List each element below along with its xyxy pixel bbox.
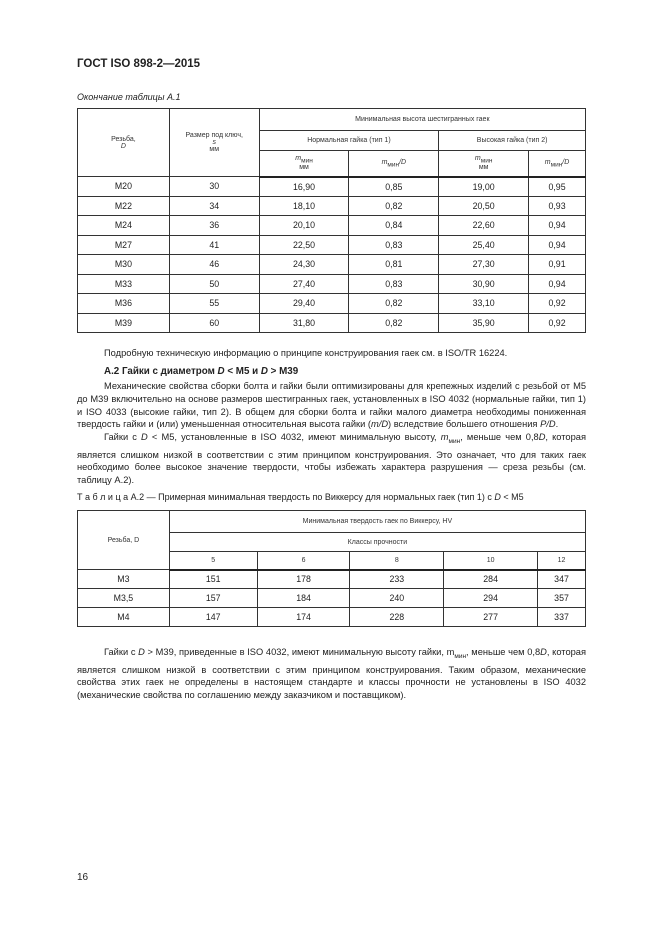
table-a1 <box>77 108 586 333</box>
table-cell: 0,83 <box>349 235 439 255</box>
table-cell: 27,30 <box>439 255 529 275</box>
table-cell: 0,91 <box>529 255 586 275</box>
table-cell: 36 <box>169 216 259 236</box>
table-cell: 20,50 <box>439 196 529 216</box>
table-row <box>78 216 586 236</box>
table-cell: 29,40 <box>259 294 349 314</box>
table-cell: 20,10 <box>259 216 349 236</box>
table-row <box>78 294 586 314</box>
table-cell: 277 <box>444 608 538 627</box>
table-cell: 0,82 <box>349 196 439 216</box>
table-cell: M4 <box>78 608 170 627</box>
table-cell: 0,93 <box>529 196 586 216</box>
ratio-header: $m_{мин}/D$ <box>529 151 586 177</box>
table-cell: 30,90 <box>439 274 529 294</box>
table-cell: M36 <box>78 294 170 314</box>
table-cell: M3,5 <box>78 589 170 608</box>
table-row <box>78 570 586 589</box>
table-cell: 0,81 <box>349 255 439 275</box>
table-cell: 0,94 <box>529 216 586 236</box>
table-cell: 184 <box>257 589 350 608</box>
paragraph-reference: Подробную техническую информацию о принципе конструирования гаек см. в ISO/TR 16224. <box>104 348 508 358</box>
col-size-header: Размер под ключ, s мм <box>169 109 259 177</box>
table-row <box>78 235 586 255</box>
table-cell: 0,84 <box>349 216 439 236</box>
table-cell: 233 <box>350 570 444 589</box>
section-heading: А.2 Гайки с диаметром D < М5 и D > М39 <box>104 366 299 377</box>
table-cell: 284 <box>444 570 538 589</box>
table-cell: M27 <box>78 235 170 255</box>
col-thread-header: Резьба, D <box>78 511 170 570</box>
table-cell: 50 <box>169 274 259 294</box>
table-cell: 0,92 <box>529 294 586 314</box>
table-cell: 151 <box>169 570 257 589</box>
table-row <box>78 313 586 333</box>
table-cell: 35,90 <box>439 313 529 333</box>
table-cell: 0,95 <box>529 177 586 197</box>
table-cell: 357 <box>538 589 586 608</box>
table-cell: M22 <box>78 196 170 216</box>
table-cell: M20 <box>78 177 170 197</box>
paragraph-small-nuts: Гайки с D < М5, установленные в ISO 4032, имеют минимальную высоту, $m_{мин}$, меньше чем 0,8D, которая является слишком низкой в соответствии с этим принципом конструирования. Это означает, что для таких гаек необходимо более высокое значение твердости, чтобы избежать характера разрушения — среза резьбы (см. таблицу А.2). <box>77 432 586 486</box>
m-min-header: $m_{мин}$ мм <box>259 151 349 177</box>
table-cell: M24 <box>78 216 170 236</box>
table-cell: 294 <box>444 589 538 608</box>
table-row <box>78 177 586 197</box>
high-nut-header: Высокая гайка (тип 2) <box>439 131 586 151</box>
table-a1-caption: Окончание таблицы А.1 <box>77 92 181 102</box>
class-header: 6 <box>257 552 350 570</box>
table-cell: 31,80 <box>259 313 349 333</box>
table-cell: 18,10 <box>259 196 349 216</box>
table-cell: 22,50 <box>259 235 349 255</box>
table-cell: 60 <box>169 313 259 333</box>
table-cell: 30 <box>169 177 259 197</box>
table-cell: 0,94 <box>529 274 586 294</box>
table-cell: 0,94 <box>529 235 586 255</box>
table-row <box>78 196 586 216</box>
table-cell: 0,92 <box>529 313 586 333</box>
table-cell: 16,90 <box>259 177 349 197</box>
m-min-header: $m_{мин}$ мм <box>439 151 529 177</box>
document-header: ГОСТ ISO 898-2—2015 <box>77 58 201 70</box>
table-a2-caption: Т а б л и ц а А.2 — Примерная минимальная твердость по Виккерсу для нормальных гаек (тип 1) с D < М5 <box>77 492 524 502</box>
table-cell: 34 <box>169 196 259 216</box>
group-header: Минимальная твердость гаек по Виккерсу, HV <box>169 511 585 533</box>
table-cell: 157 <box>169 589 257 608</box>
table-cell: 0,82 <box>349 294 439 314</box>
table-row <box>78 608 586 627</box>
table-cell: 25,40 <box>439 235 529 255</box>
table-cell: M39 <box>78 313 170 333</box>
table-cell: 337 <box>538 608 586 627</box>
table-cell: 0,85 <box>349 177 439 197</box>
group-header: Минимальная высота шестигранных гаек <box>259 109 585 131</box>
page-number: 16 <box>77 872 89 883</box>
class-header: 5 <box>169 552 257 570</box>
table-cell: 228 <box>350 608 444 627</box>
table-cell: M30 <box>78 255 170 275</box>
table-cell: 55 <box>169 294 259 314</box>
table-cell: 41 <box>169 235 259 255</box>
table-cell: 24,30 <box>259 255 349 275</box>
class-header: 10 <box>444 552 538 570</box>
table-a2 <box>77 510 586 627</box>
classes-header: Классы прочности <box>169 533 585 552</box>
table-row <box>78 274 586 294</box>
table-cell: M3 <box>78 570 170 589</box>
table-cell: 0,83 <box>349 274 439 294</box>
paragraph-mechanical: Механические свойства сборки болта и гайки были оптимизированы для крепежных изделий с резьбой от М5 до М39 включительно на основе размеров шестигранных гаек, установленных в ISO 4032 (нормальные гайки, тип 1) и ISO 4033 (высокие гайки, тип 2). В общем для сборки болта и гайки малого диаметра необходимы пониженная твердость гайки и (или) уменьшенная относительная высота гайки (m/D) вследствие большего отношения P/D. <box>77 381 586 430</box>
table-cell: 19,00 <box>439 177 529 197</box>
table-cell: 174 <box>257 608 350 627</box>
table-cell: 147 <box>169 608 257 627</box>
table-cell: 33,10 <box>439 294 529 314</box>
normal-nut-header: Нормальная гайка (тип 1) <box>259 131 439 151</box>
table-cell: 0,82 <box>349 313 439 333</box>
table-cell: 27,40 <box>259 274 349 294</box>
table-cell: 240 <box>350 589 444 608</box>
class-header: 12 <box>538 552 586 570</box>
paragraph-large-nuts: Гайки с D > М39, приведенные в ISO 4032, имеют минимальную высоту гайки, $m_{мин}$, меньше чем 0,8D, которая является слишком низкой в соответствии с этим принципом конструирования. Таким образом, механические свойства этих гаек не определены в настоящем стандарте и классы прочности не установлены в ISO 4032 (механические свойства по соглашению между заказчиком и поставщиком). <box>77 647 586 701</box>
table-cell: 46 <box>169 255 259 275</box>
table-cell: 22,60 <box>439 216 529 236</box>
table-row <box>78 255 586 275</box>
table-cell: 178 <box>257 570 350 589</box>
class-header: 8 <box>350 552 444 570</box>
table-cell: 347 <box>538 570 586 589</box>
table-cell: M33 <box>78 274 170 294</box>
table-row <box>78 589 586 608</box>
col-thread-header: Резьба, D <box>78 109 170 177</box>
ratio-header: $m_{мин}/D$ <box>349 151 439 177</box>
